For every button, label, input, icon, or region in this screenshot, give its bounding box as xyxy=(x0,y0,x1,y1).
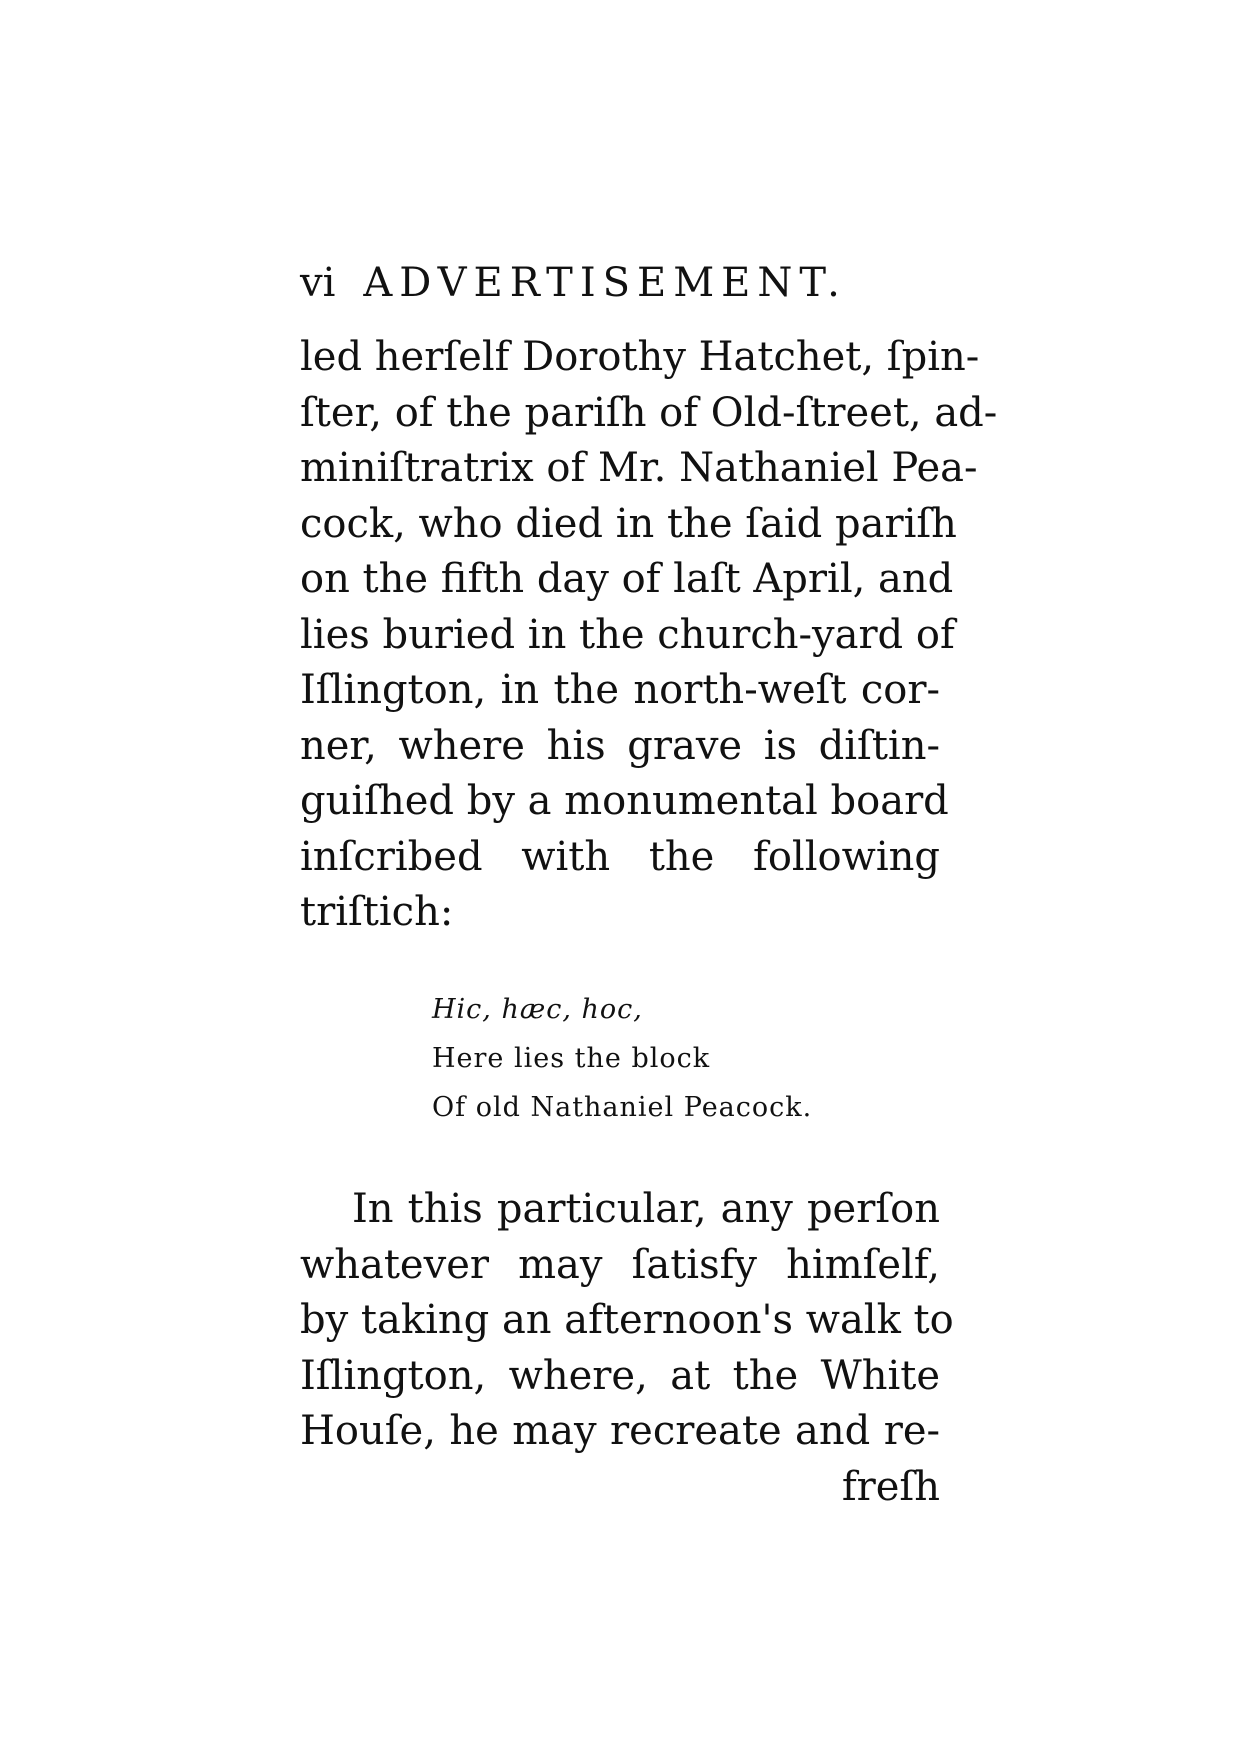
text-line: by taking an afternoon's walk to xyxy=(300,1297,954,1343)
text-line: In this particular, any perſon xyxy=(352,1186,940,1232)
text-line: lies buried in the church-yard of xyxy=(300,611,955,658)
page-header xyxy=(300,258,940,308)
verse-line: Of old Nathaniel Peacock. xyxy=(432,1092,813,1123)
text-line: ſter, of the pariſh of Old-ſtreet, ad- xyxy=(300,389,998,436)
epitaph-verse xyxy=(432,985,852,1132)
text-line: ner, where his grave is diſtin- xyxy=(300,722,940,769)
body-text xyxy=(300,330,998,941)
text-line: Iſlington, where, at the White xyxy=(300,1352,940,1399)
text-line: cock, who died in the ſaid pariſh xyxy=(300,500,957,547)
text-line: triſtich: xyxy=(300,889,454,935)
page-number: vi xyxy=(300,260,336,306)
text-line: Iſlington, in the north-weſt cor- xyxy=(300,667,940,713)
text-line: guiſhed by a monumental board xyxy=(300,778,949,824)
text-line: whatever may ſatisfy himſelf, xyxy=(300,1241,940,1288)
catchword: freſh xyxy=(841,1463,940,1510)
text-line: on the fifth day of laſt April, and xyxy=(300,556,954,602)
verse-line: Here lies the block xyxy=(432,1043,711,1074)
text-line: inſcribed with the following xyxy=(300,833,940,880)
running-title: ADVERTISEMENT. xyxy=(363,260,847,306)
text-line: Houſe, he may recreate and re- xyxy=(300,1408,940,1454)
verse-line: Hic, hæc, hoc, xyxy=(432,994,643,1025)
text-line: led herſelf Dorothy Hatchet, ſpin- xyxy=(300,334,980,380)
paragraph xyxy=(300,1182,954,1515)
text-line: miniſtratrix of Mr. Nathaniel Pea- xyxy=(300,445,978,491)
